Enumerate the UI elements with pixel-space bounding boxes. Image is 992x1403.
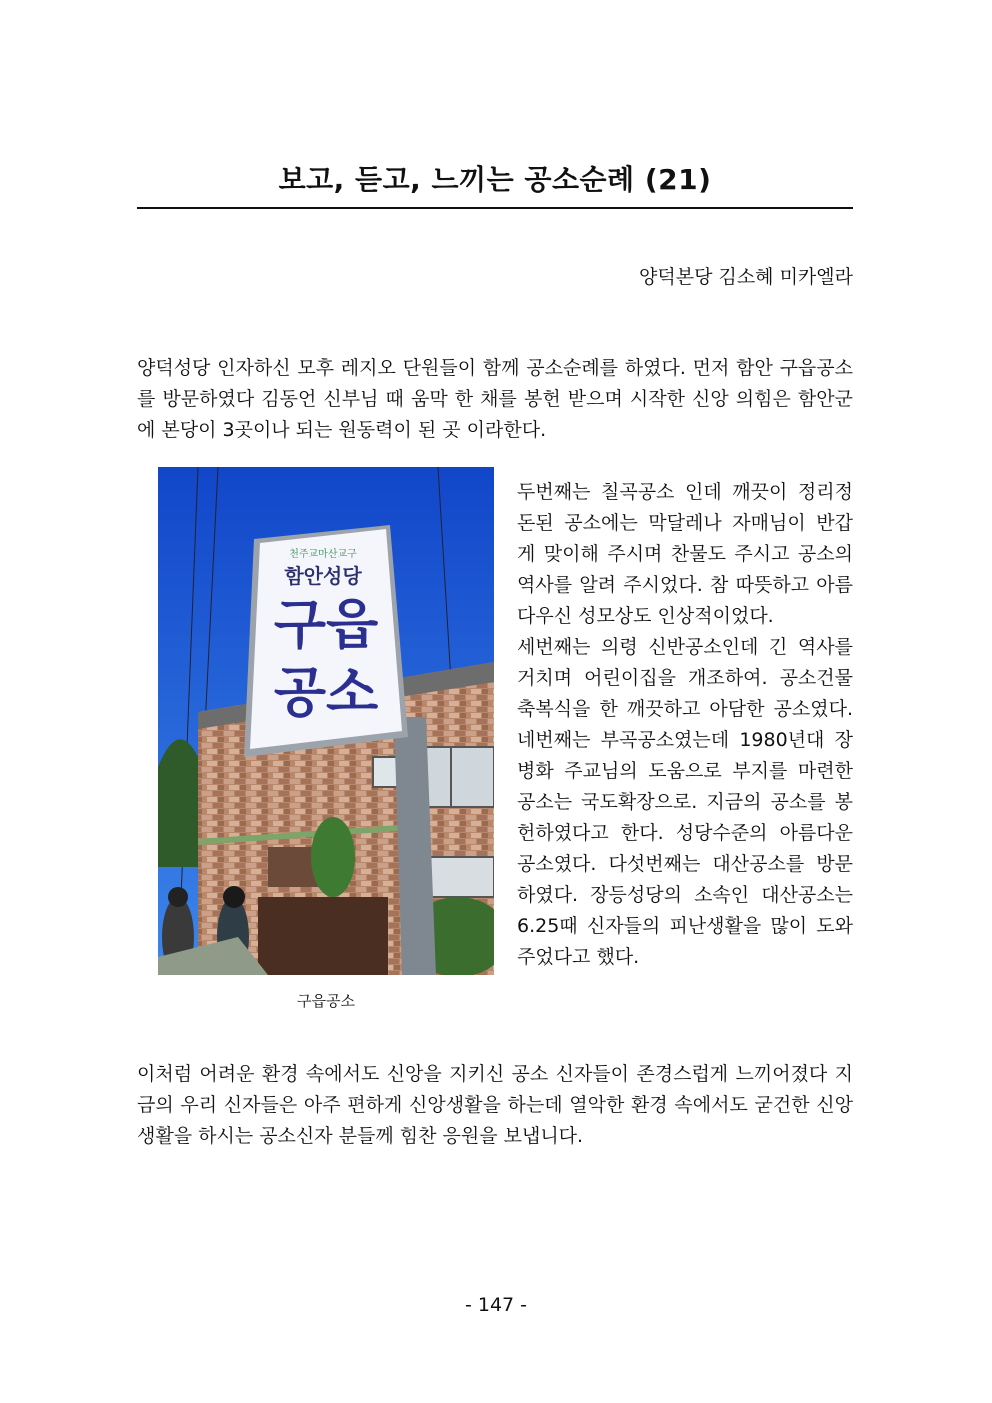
page-number: - 147 - <box>464 1294 528 1316</box>
sign-main-top: 구읍 <box>273 593 379 656</box>
sign-diocese-text: 천주교마산교구 <box>289 549 357 560</box>
photo-illustration <box>158 467 494 975</box>
side-column-text <box>517 477 853 973</box>
intro-paragraph: 양덕성당 인자하신 모후 레지오 단원들이 함께 공소순례를 하였다. 먼저 함안 구읍공소를 방문하였다 김동언 신부님 때 움막 한 채를 봉헌 받으며 시작한 신앙 의힘은 함안군에 본당이 3곳이나 되는 원동력이 된 곳 이라한다. <box>137 357 853 441</box>
sign-main-bottom: 공소 <box>273 661 379 724</box>
gueup-gongso-photo <box>158 467 494 975</box>
photo-caption: 구읍공소 <box>297 992 355 1010</box>
sign-church-name: 함안성당 <box>284 564 362 588</box>
third-visit-paragraph: 세번째는 의령 신반공소인데 긴 역사를 거치며 어린이집을 개조하여. 공소건물 축복식을 한 깨끗하고 아담한 공소였다. 네번째는 부곡공소였는데 1980년대 장병화 주교님의 도움으로 부지를 마련한 공소는 국도확장으로. 지금의 공소를 봉헌하였다고 한다. 성당수준의 아름다운 공소였다. 다섯번째는 대산공소를 방문하였다. 장등성당의 소속인 대산공소는 6.25때 신자들의 피난생활을 많이 도와주었다고 했다. <box>517 636 853 968</box>
page-title: 보고, 듣고, 느끼는 공소순례 (21) <box>278 163 712 196</box>
closing-paragraph: 이처럼 어려운 환경 속에서도 신앙을 지키신 공소 신자들이 존경스럽게 느끼어졌다 지금의 우리 신자들은 아주 편하게 신앙생활을 하는데 열악한 환경 속에서도 굳건한 신앙생활을 하시는 공소신자 분들께 힘찬 응원을 보냅니다. <box>137 1063 853 1147</box>
second-visit-paragraph: 두번째는 칠곡공소 인데 깨끗이 정리정돈된 공소에는 막달레나 자매님이 반갑게 맞이해 주시며 찬물도 주시고 공소의 역사를 알려 주시었다. 참 따뜻하고 아름다우신 성모상도 인상적이었다. <box>517 481 853 627</box>
author-line: 양덕본당 김소혜 미카엘라 <box>639 266 853 288</box>
title-divider <box>137 207 853 209</box>
